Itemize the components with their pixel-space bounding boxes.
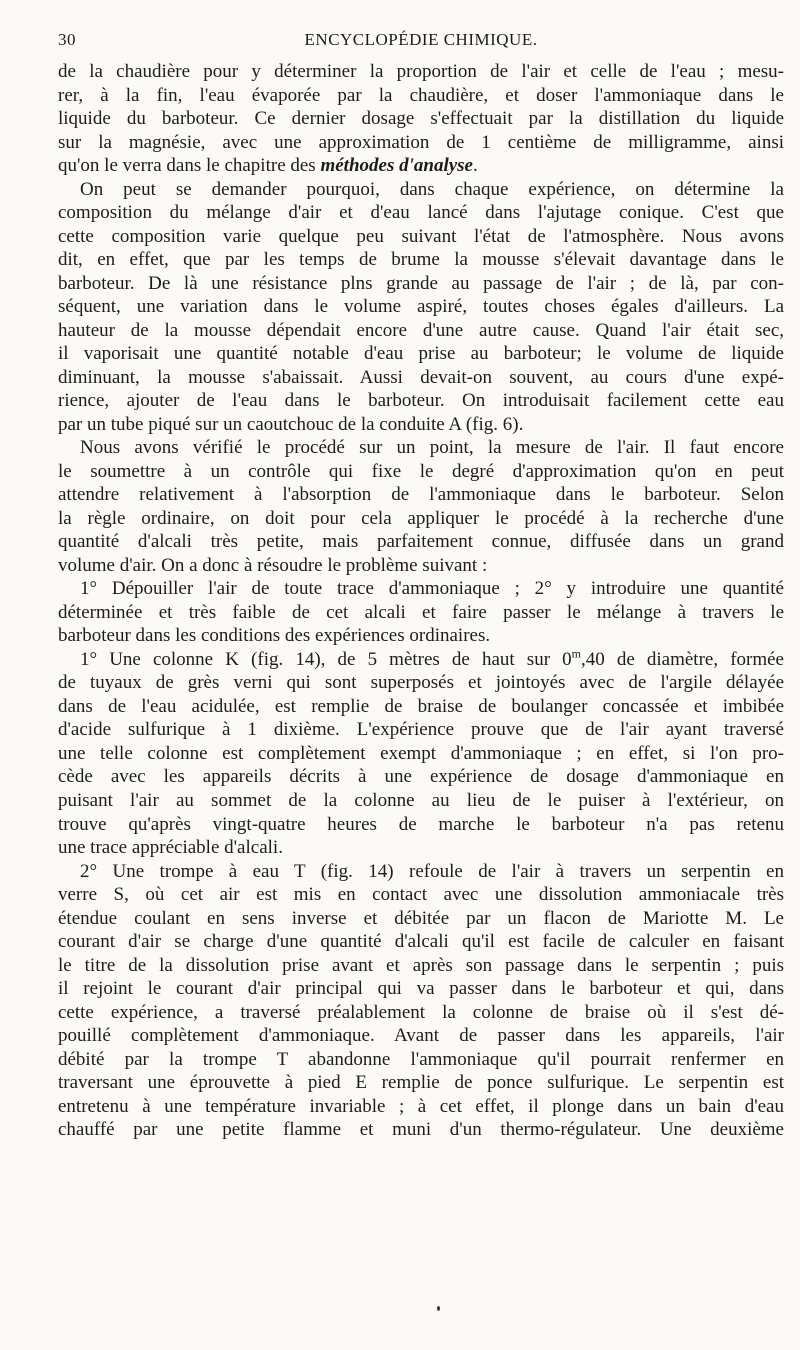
text-line: barboteur dans les conditions des expériences ordinaires. xyxy=(58,625,491,647)
text-line: 2° Une trompe à eau T (fig. 14) refoule de l'air à travers un serpentin en xyxy=(80,860,784,882)
body-text xyxy=(58,60,784,1142)
text-line: cette expérience, a traversé préalablement la colonne de braise où il s'est dé- xyxy=(58,1001,784,1023)
text-segment: 1° Une colonne K (fig. 14), de 5 mètres de haut sur 0 xyxy=(80,648,572,670)
text-line: cède avec les appareils décrits à une expérience de dosage d'ammoniaque en xyxy=(58,766,784,788)
text-line: de la chaudière pour y déterminer la proportion de l'air et celle de l'eau ; mesu- xyxy=(58,61,784,82)
text-line: déterminée et très faible de cet alcali et faire passer le mélange à travers le xyxy=(58,601,784,623)
text-line: une telle colonne est complètement exempt d'ammoniaque ; en effet, si l'on pro- xyxy=(58,742,784,764)
text-line: séquent, une variation dans le volume aspiré, toutes choses égales d'ailleurs. La xyxy=(58,296,784,318)
text-line: 1° Dépouiller l'air de toute trace d'ammoniaque ; 2° y introduire une quantité xyxy=(80,578,784,600)
text-line: hauteur de la mousse dépendait encore d'une autre cause. Quand l'air était sec, xyxy=(58,319,784,341)
text-line xyxy=(58,648,784,672)
text-line: attendre relativement à l'absorption de l'ammoniaque dans le barboteur. Selon xyxy=(58,484,784,506)
text-line: On peut se demander pourquoi, dans chaque expérience, on détermine la xyxy=(80,178,784,200)
text-line: rer, à la fin, l'eau évaporée par la chaudière, et doser l'ammoniaque dans le xyxy=(58,84,784,106)
text-line: volume d'air. On a donc à résoudre le problème suivant : xyxy=(58,554,488,576)
text-line: verre S, où cet air est mis en contact avec une dissolution ammoniacale très xyxy=(58,884,784,906)
text-line: une trace appréciable d'alcali. xyxy=(58,837,283,859)
text-line: puisant l'air au sommet de la colonne au lieu de le puiser à l'extérieur, on xyxy=(58,789,784,811)
text-segment: ,40 de diamètre, formée xyxy=(580,648,784,670)
text-line: traversant une éprouvette à pied E remplie de ponce sulfurique. Le serpentin est xyxy=(58,1072,784,1094)
text-line: dit, en effet, que par les temps de brume la mousse s'élevait davantage dans le xyxy=(58,249,784,271)
italic-term: méthodes d'analyse xyxy=(320,155,473,177)
text-line: diminuant, la mousse s'abaissait. Aussi devait-on souvent, au cours d'une expé- xyxy=(58,366,784,388)
ink-speck xyxy=(437,1306,440,1311)
text-line: trouve qu'après vingt-quatre heures de marche le barboteur n'a pas retenu xyxy=(58,813,784,835)
text-line: le soumettre à un contrôle qui fixe le degré d'approximation qu'on en peut xyxy=(58,460,784,482)
text-line: composition du mélange d'air et d'eau lancé dans l'ajutage conique. C'est que xyxy=(58,202,784,224)
text-line: il rejoint le courant d'air principal qui va passer dans le barboteur et qui, dans xyxy=(58,978,784,1000)
text-line: liquide du barboteur. Ce dernier dosage s'effectuait par la distillation du liquide xyxy=(58,108,784,130)
text-line: cette composition varie quelque peu suivant l'état de l'atmosphère. Nous avons xyxy=(58,225,784,247)
running-title: ENCYCLOPÉDIE CHIMIQUE. xyxy=(304,30,538,49)
text-segment: qu'on le verra dans le chapitre des xyxy=(58,155,321,177)
text-line: barboteur. De là une résistance plns grande au passage de l'air ; de là, par con- xyxy=(58,272,784,294)
text-line: sur la magnésie, avec une approximation de 1 centième de milligramme, ainsi xyxy=(58,131,784,153)
text-line: étendue coulant en sens inverse et débitée par un flacon de Mariotte M. Le xyxy=(58,907,784,929)
text-line: par un tube piqué sur un caoutchouc de la conduite A (fig. 6). xyxy=(58,413,524,435)
text-line: le titre de la dissolution prise avant et après son passage dans le serpentin ; puis xyxy=(58,954,784,976)
text-line: de tuyaux de grès verni qui sont superposés et jointoyés avec de l'argile délayée xyxy=(58,672,784,694)
text-line: la règle ordinaire, on doit pour cela appliquer le procédé à la recherche d'une xyxy=(58,507,784,529)
superscript: m xyxy=(571,647,581,661)
text-line: rience, ajouter de l'eau dans le barboteur. On introduisait facilement cette eau xyxy=(58,390,784,412)
text-segment: . xyxy=(473,155,478,177)
text-line: pouillé complètement d'ammoniaque. Avant de passer dans les appareils, l'air xyxy=(58,1025,784,1047)
text-line: débité par la trompe T abandonne l'ammoniaque qu'il pourrait renfermer en xyxy=(58,1048,784,1070)
text-line: il vaporisait une quantité notable d'eau prise au barboteur; le volume de liquide xyxy=(58,343,784,365)
text-line: chauffé par une petite flamme et muni d'un thermo-régulateur. Une deuxième xyxy=(58,1119,784,1141)
text-line: dans de l'eau acidulée, est remplie de braise de boulanger concassée et imbibée xyxy=(58,695,784,717)
text-line: entretenu à une température invariable ; à cet effet, il plonge dans un bain d'eau xyxy=(58,1095,784,1117)
text-line: courant d'air se charge d'une quantité d'alcali qu'il est facile de calculer en faisant xyxy=(58,931,784,953)
text-line xyxy=(58,154,784,178)
text-line: Nous avons vérifié le procédé sur un point, la mesure de l'air. Il faut encore xyxy=(80,437,784,459)
text-line: d'acide sulfurique à 1 dixième. L'expérience prouve que de l'air ayant traversé xyxy=(58,719,784,741)
page-header xyxy=(58,30,784,56)
page-number: 30 xyxy=(58,30,76,49)
text-line: quantité d'alcali très petite, mais parfaitement connue, diffusée dans un grand xyxy=(58,531,784,553)
